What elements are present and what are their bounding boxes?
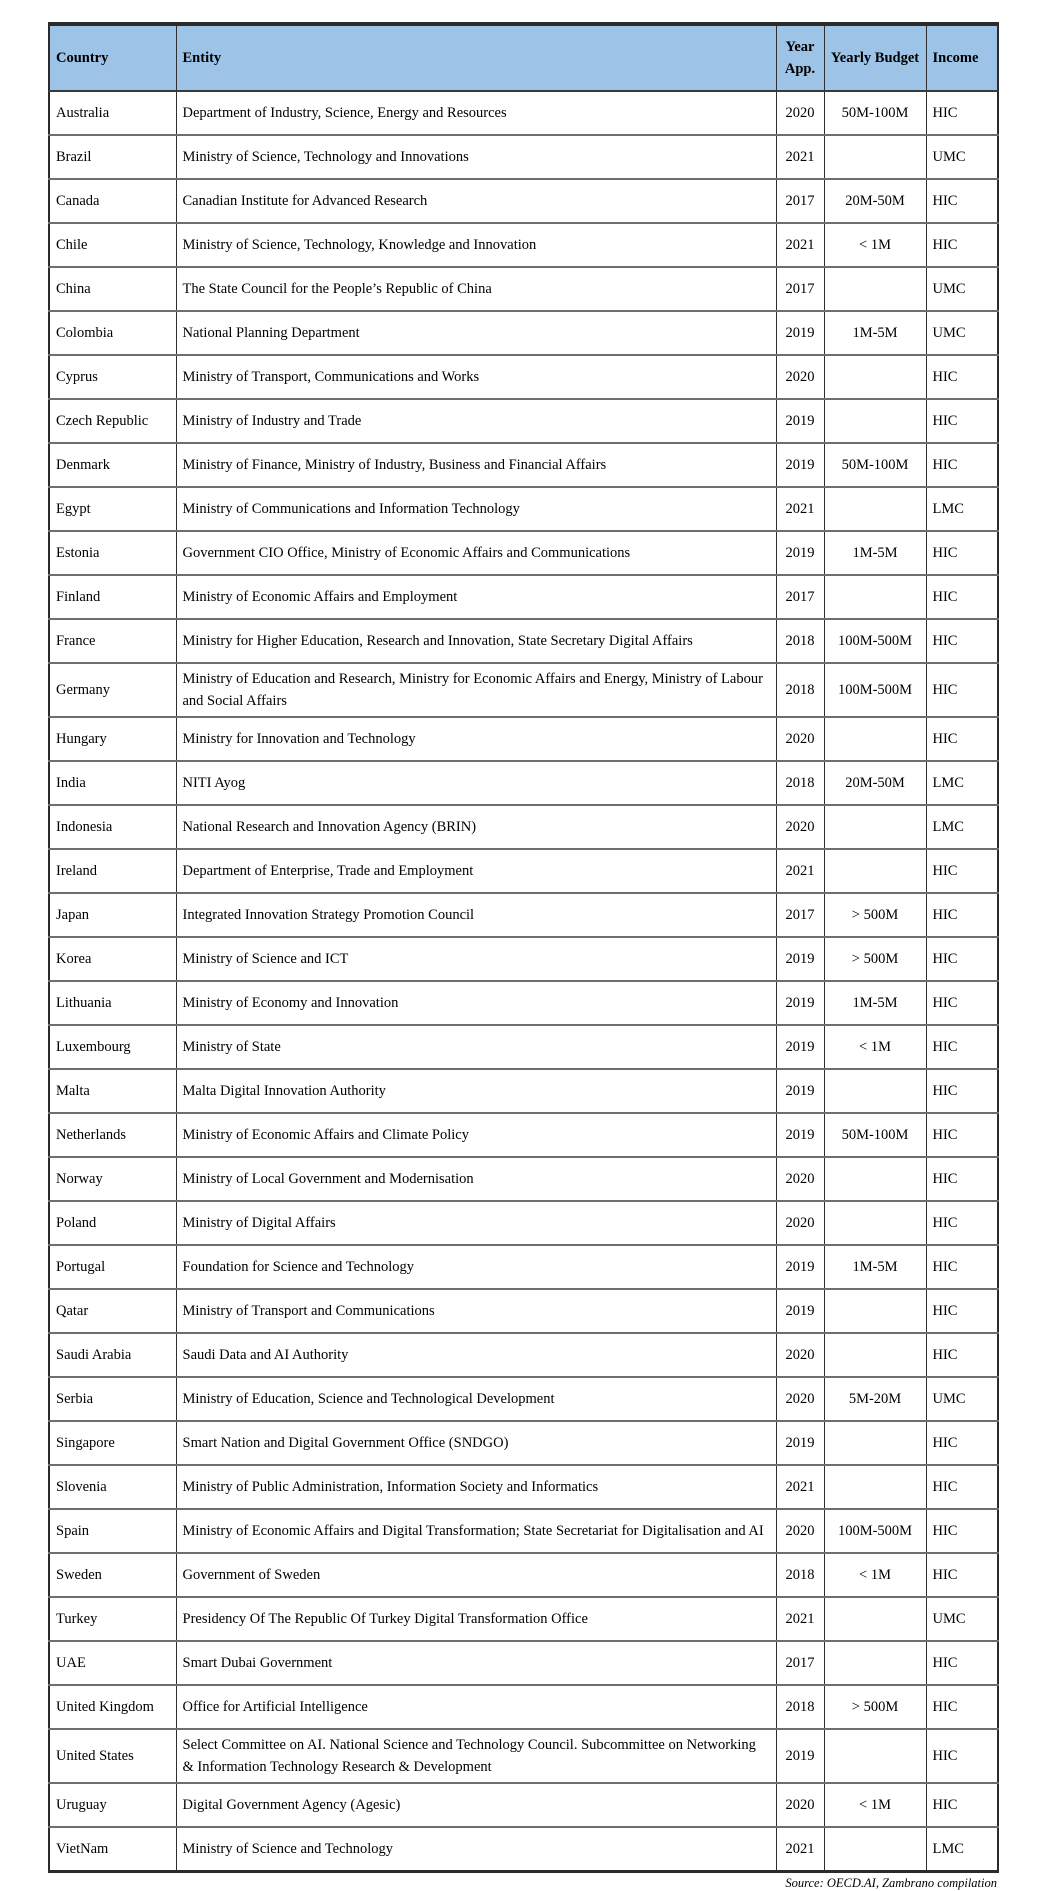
income-cell: HIC bbox=[926, 179, 998, 223]
year-app-cell: 2018 bbox=[776, 1685, 824, 1729]
income-cell: UMC bbox=[926, 311, 998, 355]
income-cell: LMC bbox=[926, 1827, 998, 1872]
year-app-cell: 2020 bbox=[776, 1783, 824, 1827]
column-header-income: Income bbox=[926, 24, 998, 91]
entity-cell: Ministry of Finance, Ministry of Industry, Business and Financial Affairs bbox=[176, 443, 776, 487]
table-row bbox=[49, 443, 998, 487]
entity-cell: Canadian Institute for Advanced Research bbox=[176, 179, 776, 223]
country-cell: Poland bbox=[49, 1201, 176, 1245]
entity-cell: Presidency Of The Republic Of Turkey Digital Transformation Office bbox=[176, 1597, 776, 1641]
entity-cell: National Planning Department bbox=[176, 311, 776, 355]
yearly-budget-cell bbox=[824, 399, 926, 443]
year-app-cell: 2017 bbox=[776, 179, 824, 223]
year-app-cell: 2019 bbox=[776, 1025, 824, 1069]
country-cell: Serbia bbox=[49, 1377, 176, 1421]
income-cell: UMC bbox=[926, 1377, 998, 1421]
income-cell: LMC bbox=[926, 805, 998, 849]
country-cell: Turkey bbox=[49, 1597, 176, 1641]
year-app-cell: 2019 bbox=[776, 311, 824, 355]
country-cell: Lithuania bbox=[49, 981, 176, 1025]
income-cell: HIC bbox=[926, 1069, 998, 1113]
income-cell: HIC bbox=[926, 893, 998, 937]
yearly-budget-cell bbox=[824, 1201, 926, 1245]
yearly-budget-cell: 50M-100M bbox=[824, 91, 926, 135]
income-cell: HIC bbox=[926, 91, 998, 135]
table-row bbox=[49, 487, 998, 531]
table-row bbox=[49, 849, 998, 893]
year-app-cell: 2017 bbox=[776, 893, 824, 937]
entity-cell: Ministry of Science and Technology bbox=[176, 1827, 776, 1872]
year-app-cell: 2018 bbox=[776, 1553, 824, 1597]
country-cell: Canada bbox=[49, 179, 176, 223]
table-row bbox=[49, 223, 998, 267]
yearly-budget-cell: 1M-5M bbox=[824, 1245, 926, 1289]
country-cell: United Kingdom bbox=[49, 1685, 176, 1729]
yearly-budget-cell bbox=[824, 1827, 926, 1872]
year-app-cell: 2019 bbox=[776, 1113, 824, 1157]
country-cell: Saudi Arabia bbox=[49, 1333, 176, 1377]
year-app-cell: 2020 bbox=[776, 1333, 824, 1377]
yearly-budget-cell bbox=[824, 1597, 926, 1641]
yearly-budget-cell bbox=[824, 1729, 926, 1783]
table-row bbox=[49, 311, 998, 355]
year-app-cell: 2021 bbox=[776, 223, 824, 267]
country-cell: Portugal bbox=[49, 1245, 176, 1289]
header-row bbox=[49, 24, 998, 91]
income-cell: HIC bbox=[926, 1289, 998, 1333]
income-cell: HIC bbox=[926, 1421, 998, 1465]
column-header-yearly-budget: Yearly Budget bbox=[824, 24, 926, 91]
year-app-cell: 2019 bbox=[776, 443, 824, 487]
country-cell: UAE bbox=[49, 1641, 176, 1685]
year-app-cell: 2017 bbox=[776, 267, 824, 311]
income-cell: HIC bbox=[926, 1113, 998, 1157]
entity-cell: Saudi Data and AI Authority bbox=[176, 1333, 776, 1377]
yearly-budget-cell: < 1M bbox=[824, 1783, 926, 1827]
entity-cell: Department of Industry, Science, Energy and Resources bbox=[176, 91, 776, 135]
year-app-cell: 2020 bbox=[776, 717, 824, 761]
income-cell: LMC bbox=[926, 487, 998, 531]
entity-cell: Department of Enterprise, Trade and Employment bbox=[176, 849, 776, 893]
country-cell: VietNam bbox=[49, 1827, 176, 1872]
yearly-budget-cell: > 500M bbox=[824, 937, 926, 981]
table-row bbox=[49, 1685, 998, 1729]
income-cell: HIC bbox=[926, 663, 998, 717]
yearly-budget-cell: > 500M bbox=[824, 1685, 926, 1729]
table-row bbox=[49, 355, 998, 399]
table-row bbox=[49, 1289, 998, 1333]
country-cell: Colombia bbox=[49, 311, 176, 355]
table-row bbox=[49, 1245, 998, 1289]
year-app-cell: 2018 bbox=[776, 761, 824, 805]
yearly-budget-cell: > 500M bbox=[824, 893, 926, 937]
income-cell: HIC bbox=[926, 575, 998, 619]
year-app-cell: 2019 bbox=[776, 1245, 824, 1289]
yearly-budget-cell bbox=[824, 1157, 926, 1201]
entity-cell: Ministry of State bbox=[176, 1025, 776, 1069]
year-app-cell: 2018 bbox=[776, 619, 824, 663]
country-cell: Indonesia bbox=[49, 805, 176, 849]
entity-cell: Ministry for Innovation and Technology bbox=[176, 717, 776, 761]
country-cell: Australia bbox=[49, 91, 176, 135]
country-cell: Czech Republic bbox=[49, 399, 176, 443]
yearly-budget-cell bbox=[824, 1069, 926, 1113]
entity-cell: Ministry of Science, Technology and Innovations bbox=[176, 135, 776, 179]
income-cell: HIC bbox=[926, 1729, 998, 1783]
country-cell: Cyprus bbox=[49, 355, 176, 399]
yearly-budget-cell: 20M-50M bbox=[824, 761, 926, 805]
year-app-cell: 2020 bbox=[776, 1201, 824, 1245]
year-app-cell: 2020 bbox=[776, 1157, 824, 1201]
entity-cell: Ministry of Science, Technology, Knowledge and Innovation bbox=[176, 223, 776, 267]
year-app-cell: 2021 bbox=[776, 1597, 824, 1641]
country-cell: Uruguay bbox=[49, 1783, 176, 1827]
entity-cell: Ministry of Transport and Communications bbox=[176, 1289, 776, 1333]
country-cell: Luxembourg bbox=[49, 1025, 176, 1069]
income-cell: HIC bbox=[926, 443, 998, 487]
income-cell: HIC bbox=[926, 937, 998, 981]
yearly-budget-cell bbox=[824, 1641, 926, 1685]
entity-cell: Foundation for Science and Technology bbox=[176, 1245, 776, 1289]
income-cell: UMC bbox=[926, 1597, 998, 1641]
entity-cell: Government of Sweden bbox=[176, 1553, 776, 1597]
entity-cell: Digital Government Agency (Agesic) bbox=[176, 1783, 776, 1827]
country-cell: Chile bbox=[49, 223, 176, 267]
yearly-budget-cell bbox=[824, 849, 926, 893]
income-cell: HIC bbox=[926, 1509, 998, 1553]
income-cell: HIC bbox=[926, 1201, 998, 1245]
entity-cell: Smart Nation and Digital Government Office (SNDGO) bbox=[176, 1421, 776, 1465]
year-app-cell: 2019 bbox=[776, 981, 824, 1025]
income-cell: LMC bbox=[926, 761, 998, 805]
yearly-budget-cell bbox=[824, 805, 926, 849]
year-app-cell: 2021 bbox=[776, 135, 824, 179]
income-cell: HIC bbox=[926, 531, 998, 575]
table-row bbox=[49, 135, 998, 179]
income-cell: HIC bbox=[926, 1553, 998, 1597]
entity-cell: Ministry of Education and Research, Ministry for Economic Affairs and Energy, Ministry of Labour and Social Affairs bbox=[176, 663, 776, 717]
table-row bbox=[49, 1641, 998, 1685]
country-cell: India bbox=[49, 761, 176, 805]
country-cell: Egypt bbox=[49, 487, 176, 531]
table-row bbox=[49, 575, 998, 619]
income-cell: HIC bbox=[926, 399, 998, 443]
country-cell: Finland bbox=[49, 575, 176, 619]
yearly-budget-cell: 5M-20M bbox=[824, 1377, 926, 1421]
table-row bbox=[49, 531, 998, 575]
country-cell: Norway bbox=[49, 1157, 176, 1201]
income-cell: HIC bbox=[926, 619, 998, 663]
income-cell: HIC bbox=[926, 1685, 998, 1729]
year-app-cell: 2021 bbox=[776, 1465, 824, 1509]
entity-cell: Integrated Innovation Strategy Promotion Council bbox=[176, 893, 776, 937]
yearly-budget-cell: 20M-50M bbox=[824, 179, 926, 223]
table-row bbox=[49, 1465, 998, 1509]
table-row bbox=[49, 179, 998, 223]
country-cell: Spain bbox=[49, 1509, 176, 1553]
table-header bbox=[49, 24, 998, 91]
yearly-budget-cell bbox=[824, 135, 926, 179]
country-cell: Denmark bbox=[49, 443, 176, 487]
yearly-budget-cell: 1M-5M bbox=[824, 531, 926, 575]
table-row bbox=[49, 1783, 998, 1827]
country-cell: Ireland bbox=[49, 849, 176, 893]
ai-strategy-table bbox=[48, 22, 999, 1873]
country-cell: Slovenia bbox=[49, 1465, 176, 1509]
country-cell: Hungary bbox=[49, 717, 176, 761]
table-container bbox=[48, 22, 998, 1891]
entity-cell: Ministry of Education, Science and Technological Development bbox=[176, 1377, 776, 1421]
year-app-cell: 2019 bbox=[776, 1069, 824, 1113]
yearly-budget-cell bbox=[824, 717, 926, 761]
yearly-budget-cell: 1M-5M bbox=[824, 981, 926, 1025]
table-row bbox=[49, 1069, 998, 1113]
year-app-cell: 2019 bbox=[776, 531, 824, 575]
source-note: Source: OECD.AI, Zambrano compilation bbox=[785, 1876, 997, 1890]
table-row bbox=[49, 1113, 998, 1157]
country-cell: Sweden bbox=[49, 1553, 176, 1597]
table-row bbox=[49, 937, 998, 981]
country-cell: United States bbox=[49, 1729, 176, 1783]
income-cell: HIC bbox=[926, 717, 998, 761]
yearly-budget-cell: 100M-500M bbox=[824, 663, 926, 717]
table-row bbox=[49, 1201, 998, 1245]
entity-cell: Ministry of Economic Affairs and Climate Policy bbox=[176, 1113, 776, 1157]
table-row bbox=[49, 1827, 998, 1872]
entity-cell: NITI Ayog bbox=[176, 761, 776, 805]
year-app-cell: 2019 bbox=[776, 1421, 824, 1465]
table-row bbox=[49, 1157, 998, 1201]
table-row bbox=[49, 1509, 998, 1553]
table-row bbox=[49, 1421, 998, 1465]
year-app-cell: 2019 bbox=[776, 399, 824, 443]
entity-cell: Government CIO Office, Ministry of Economic Affairs and Communications bbox=[176, 531, 776, 575]
income-cell: HIC bbox=[926, 981, 998, 1025]
table-row bbox=[49, 267, 998, 311]
table-row bbox=[49, 981, 998, 1025]
table-row bbox=[49, 1597, 998, 1641]
table-row bbox=[49, 1025, 998, 1069]
year-app-cell: 2021 bbox=[776, 487, 824, 531]
entity-cell: Ministry of Communications and Information Technology bbox=[176, 487, 776, 531]
income-cell: UMC bbox=[926, 135, 998, 179]
year-app-cell: 2020 bbox=[776, 1509, 824, 1553]
entity-cell: Ministry of Local Government and Modernisation bbox=[176, 1157, 776, 1201]
yearly-budget-cell: 1M-5M bbox=[824, 311, 926, 355]
entity-cell: Ministry of Science and ICT bbox=[176, 937, 776, 981]
year-app-cell: 2017 bbox=[776, 575, 824, 619]
yearly-budget-cell bbox=[824, 575, 926, 619]
country-cell: France bbox=[49, 619, 176, 663]
year-app-cell: 2019 bbox=[776, 1289, 824, 1333]
table-row bbox=[49, 717, 998, 761]
year-app-cell: 2020 bbox=[776, 91, 824, 135]
table-row bbox=[49, 1729, 998, 1783]
yearly-budget-cell bbox=[824, 1421, 926, 1465]
table-row bbox=[49, 1377, 998, 1421]
yearly-budget-cell bbox=[824, 1333, 926, 1377]
country-cell: China bbox=[49, 267, 176, 311]
year-app-cell: 2019 bbox=[776, 937, 824, 981]
entity-cell: Ministry of Transport, Communications and Works bbox=[176, 355, 776, 399]
entity-cell: Ministry of Economic Affairs and Digital Transformation; State Secretariat for Digitalisation and AI bbox=[176, 1509, 776, 1553]
table-row bbox=[49, 91, 998, 135]
entity-cell: Ministry of Economy and Innovation bbox=[176, 981, 776, 1025]
table-body bbox=[49, 91, 998, 1872]
income-cell: HIC bbox=[926, 849, 998, 893]
yearly-budget-cell bbox=[824, 1465, 926, 1509]
country-cell: Germany bbox=[49, 663, 176, 717]
year-app-cell: 2019 bbox=[776, 1729, 824, 1783]
income-cell: HIC bbox=[926, 1157, 998, 1201]
column-header-entity: Entity bbox=[176, 24, 776, 91]
entity-cell: The State Council for the People’s Republic of China bbox=[176, 267, 776, 311]
country-cell: Estonia bbox=[49, 531, 176, 575]
income-cell: UMC bbox=[926, 267, 998, 311]
yearly-budget-cell bbox=[824, 487, 926, 531]
yearly-budget-cell bbox=[824, 355, 926, 399]
table-row bbox=[49, 761, 998, 805]
country-cell: Korea bbox=[49, 937, 176, 981]
entity-cell: Smart Dubai Government bbox=[176, 1641, 776, 1685]
year-app-cell: 2021 bbox=[776, 849, 824, 893]
income-cell: HIC bbox=[926, 1245, 998, 1289]
table-row bbox=[49, 1553, 998, 1597]
country-cell: Brazil bbox=[49, 135, 176, 179]
year-app-cell: 2018 bbox=[776, 663, 824, 717]
entity-cell: National Research and Innovation Agency (BRIN) bbox=[176, 805, 776, 849]
entity-cell: Select Committee on AI. National Science and Technology Council. Subcommittee on Networking & Information Technology Research & Development bbox=[176, 1729, 776, 1783]
entity-cell: Office for Artificial Intelligence bbox=[176, 1685, 776, 1729]
income-cell: HIC bbox=[926, 1333, 998, 1377]
income-cell: HIC bbox=[926, 223, 998, 267]
country-cell: Netherlands bbox=[49, 1113, 176, 1157]
country-cell: Singapore bbox=[49, 1421, 176, 1465]
entity-cell: Ministry of Public Administration, Information Society and Informatics bbox=[176, 1465, 776, 1509]
yearly-budget-cell bbox=[824, 1289, 926, 1333]
table-row bbox=[49, 399, 998, 443]
yearly-budget-cell: < 1M bbox=[824, 223, 926, 267]
yearly-budget-cell: 100M-500M bbox=[824, 619, 926, 663]
table-row bbox=[49, 619, 998, 663]
year-app-cell: 2020 bbox=[776, 1377, 824, 1421]
yearly-budget-cell: < 1M bbox=[824, 1553, 926, 1597]
yearly-budget-cell bbox=[824, 267, 926, 311]
entity-cell: Ministry for Higher Education, Research and Innovation, State Secretary Digital Affairs bbox=[176, 619, 776, 663]
entity-cell: Ministry of Economic Affairs and Employment bbox=[176, 575, 776, 619]
column-header-country: Country bbox=[49, 24, 176, 91]
income-cell: HIC bbox=[926, 355, 998, 399]
year-app-cell: 2020 bbox=[776, 355, 824, 399]
yearly-budget-cell: 50M-100M bbox=[824, 1113, 926, 1157]
column-header-year-app: Year App. bbox=[776, 24, 824, 91]
table-row bbox=[49, 1333, 998, 1377]
yearly-budget-cell: 100M-500M bbox=[824, 1509, 926, 1553]
entity-cell: Malta Digital Innovation Authority bbox=[176, 1069, 776, 1113]
yearly-budget-cell: 50M-100M bbox=[824, 443, 926, 487]
table-row bbox=[49, 893, 998, 937]
income-cell: HIC bbox=[926, 1783, 998, 1827]
income-cell: HIC bbox=[926, 1641, 998, 1685]
income-cell: HIC bbox=[926, 1025, 998, 1069]
entity-cell: Ministry of Industry and Trade bbox=[176, 399, 776, 443]
income-cell: HIC bbox=[926, 1465, 998, 1509]
country-cell: Japan bbox=[49, 893, 176, 937]
country-cell: Qatar bbox=[49, 1289, 176, 1333]
year-app-cell: 2020 bbox=[776, 805, 824, 849]
year-app-cell: 2017 bbox=[776, 1641, 824, 1685]
table-row bbox=[49, 663, 998, 717]
year-app-cell: 2021 bbox=[776, 1827, 824, 1872]
yearly-budget-cell: < 1M bbox=[824, 1025, 926, 1069]
country-cell: Malta bbox=[49, 1069, 176, 1113]
entity-cell: Ministry of Digital Affairs bbox=[176, 1201, 776, 1245]
table-row bbox=[49, 805, 998, 849]
